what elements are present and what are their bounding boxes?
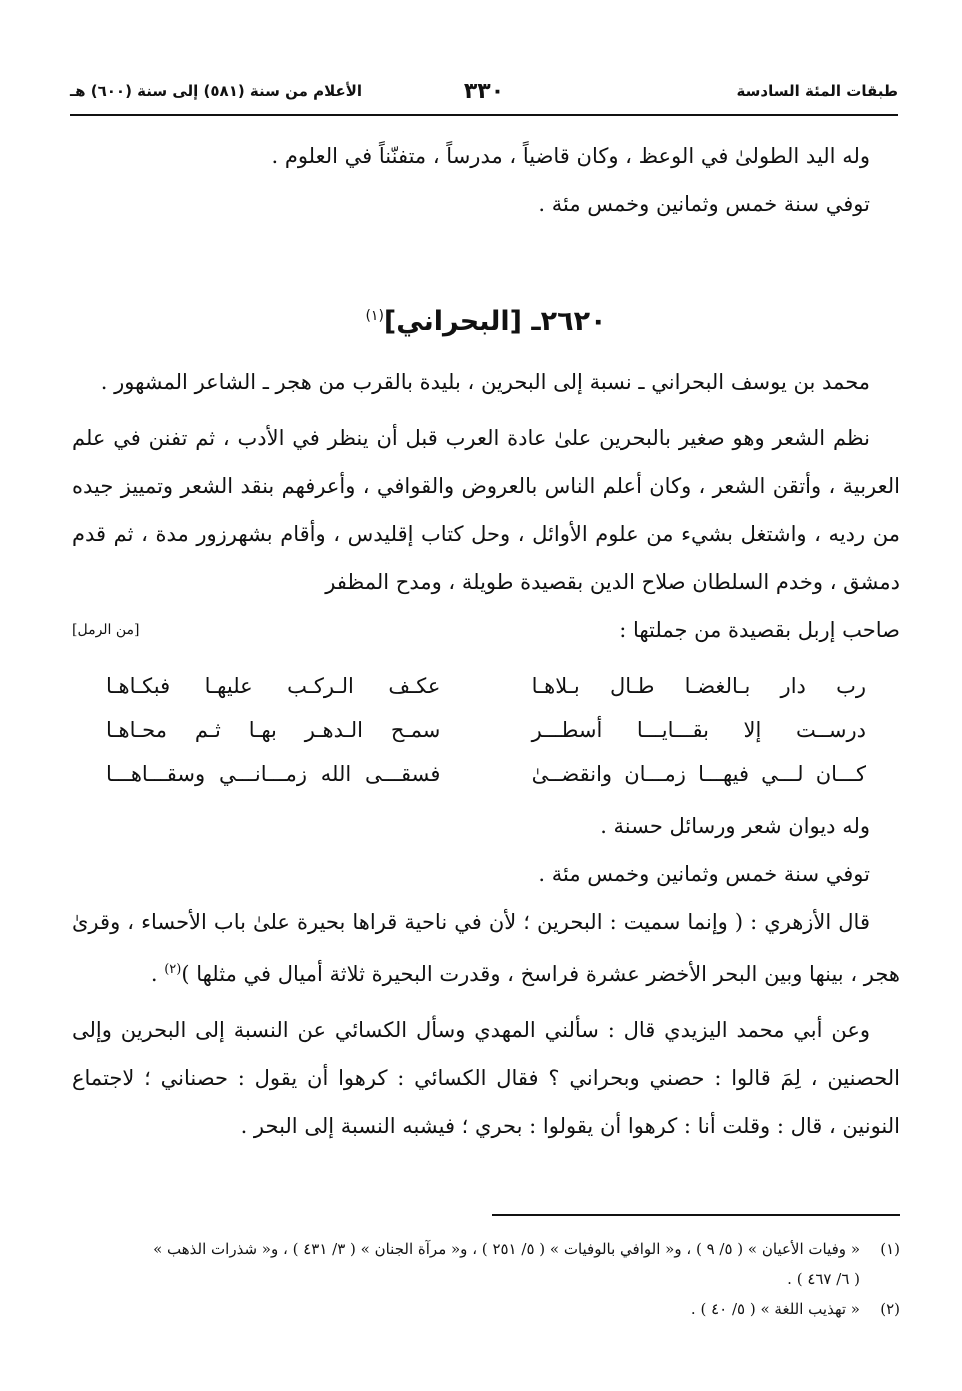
azhari-quote-end: . — [150, 962, 165, 986]
running-header — [70, 76, 898, 106]
entry-paragraph-6: وعن أبي محمد اليزيدي قال : سألني المهدي وسأل الكسائي عن النسبة إلى البحرين وإلى الحصنين ، لِمَ قالوا : حصني وبحراني ؟ فقال الكسائي : كرهوا أن يقول : حصناني ؛ لاجتماع النونين ، قال : وقلت أنا : كرهوا أن يقولوا : بحري ؛ فيشبه النسبة إلى البحر . — [72, 1018, 900, 1138]
footnote-text: « وفيات الأعيان » ( ٥/ ٩ ) ، و« الوافي بالوفيات » ( ٥/ ٢٥١ ) ، و« مرآة الجنان » ( ٣/ ٤٣١ ) ، و« شذرات الذهب » — [153, 1240, 860, 1258]
entry-paragraph-1: محمد بن يوسف البحراني ـ نسبة إلى البحرين ، بليدة بالقرب من هجر ـ الشاعر المشهور . — [100, 370, 870, 394]
footnote-ref-2: (٢) — [164, 962, 182, 977]
intro-line-1: وله اليد الطولىٰ في الوعظ ، وكان قاضياً ، مدرساً ، متفنّناً في العلوم . — [271, 144, 870, 168]
footnote-divider — [492, 1214, 900, 1216]
entry-paragraph-4: توفي سنة خمس وثمانين وخمس مئة . — [538, 862, 870, 886]
header-section-title: طبقات المئة السادسة — [736, 82, 898, 100]
footnote-2 — [72, 1294, 900, 1324]
page-number: ٣٣٠ — [463, 78, 505, 104]
poem-intro-text: صاحب إربل بقصيدة من جملتها : — [619, 618, 900, 642]
poem-verse — [106, 752, 866, 796]
azhari-quote: قال الأزهري : ( وإنما سميت : البحرين ؛ لأن في ناحية قراها بحيرة علىٰ باب الأحساء ، وقرىٰ هجر ، بينها وبين البحر الأخضر عشرة فراسخ ، وقدرت البحيرة ثلاثة أميال في مثلها ) — [72, 910, 900, 986]
footnote-1-continued: ( ٦/ ٤٦٧ ) . — [787, 1270, 860, 1288]
entry-title-text: ٢٦٢٠ـ [البحراني] — [383, 306, 607, 337]
verse-second-hemistich: فسقـــى الله زمـــانـــي وسقـــاهـــا — [106, 762, 441, 786]
verse-second-hemistich: عكـف الـركـب عليهـا فبكـاهـا — [106, 674, 441, 698]
entry-paragraph-2: نظم الشعر وهو صغير بالبحرين علىٰ عادة العرب قبل أن ينظر في الأدب ، ثم تفنن في علم العربية ، وأتقن الشعر ، وكان أعلم الناس بالعروض والقوافي ، وأعرفهم بنقد الشعر وتمييز جيده من رديه ، واشتغل بشيء من علوم الأوائل ، وحل كتاب إقليدس ، وأقام بشهرزور مدة ، ثم قدم دمشق ، وخدم السلطان صلاح الدين بقصيدة طويلة ، ومدح المظفر — [72, 426, 900, 594]
entry-paragraph-5 — [72, 898, 900, 998]
poem-meter-label: [من الرمل] — [72, 622, 140, 638]
header-divider — [70, 114, 898, 116]
entry-title — [72, 292, 900, 346]
entry-paragraph-3: وله ديوان شعر ورسائل حسنة . — [600, 814, 870, 838]
poem — [72, 664, 900, 796]
entry-title-footnote-ref: (١) — [365, 308, 384, 324]
header-date-range: الأعلام من سنة (٥٨١) إلى سنة (٦٠٠) هـ — [70, 82, 363, 100]
verse-first-hemistich: كـــان لـــي فيهـــا زمـــان وانقضــىٰ — [531, 762, 866, 786]
intro-line-2: توفي سنة خمس وثمانين وخمس مئة . — [538, 192, 870, 216]
poem-intro-line — [72, 606, 900, 654]
footnotes — [72, 1234, 900, 1324]
footnote-number: (١) — [880, 1240, 900, 1258]
page-body — [72, 132, 900, 1150]
verse-first-hemistich: درســت إلا بقـــايـــا أسطـــر — [531, 718, 866, 742]
footnote-text: « تهذيب اللغة » ( ٥/ ٤٠ ) . — [690, 1300, 860, 1318]
verse-second-hemistich: سمـح الـدهـر بهـا ثـم محـاهـا — [106, 718, 441, 742]
poem-verse — [106, 664, 866, 708]
footnote-1 — [72, 1234, 900, 1264]
verse-first-hemistich: رب دار بـالغضـا طـال بـلاهـا — [531, 674, 866, 698]
poem-verse — [106, 708, 866, 752]
footnote-number: (٢) — [880, 1300, 900, 1318]
